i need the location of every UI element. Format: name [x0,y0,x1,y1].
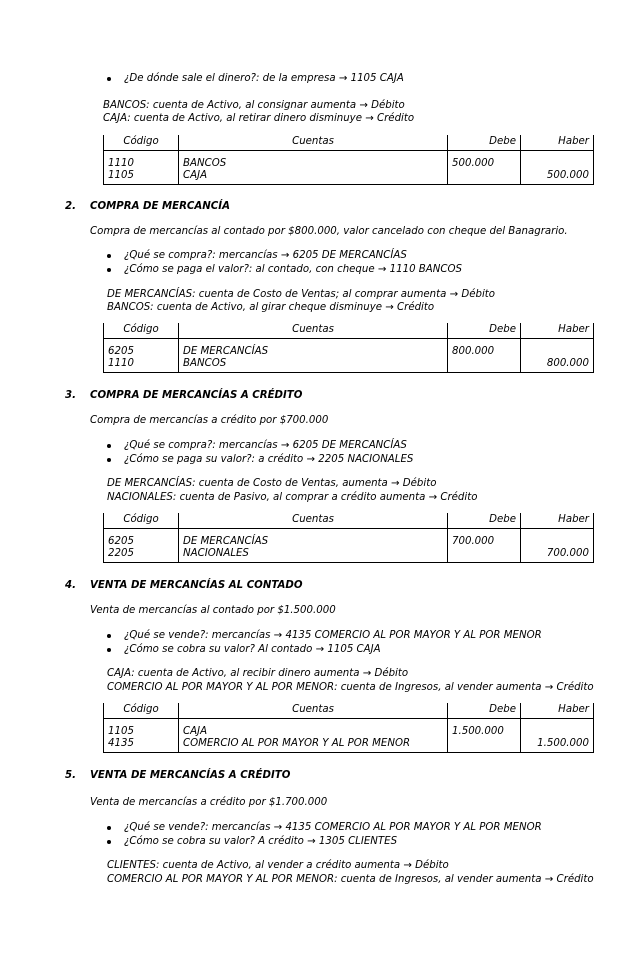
bullet-icon [107,268,111,272]
header-debit: Debe [448,513,521,529]
explanation-line: NACIONALES: cuenta de Pasivo, al comprar a crédito aumenta → Crédito [107,492,478,503]
bullet-icon [107,458,111,462]
list-item: ¿Cómo se cobra su valor? A crédito → 1305 CLIENTES [124,836,397,847]
credit-value: 500.000 [546,170,589,181]
header-account: Cuentas [179,703,448,719]
section-number: 3. [65,390,76,401]
journal-table [103,323,594,373]
section-description: Venta de mercancías al contado por $1.500.000 [90,605,336,616]
bullet-icon [107,648,111,652]
list-item: ¿Cómo se paga su valor?: a crédito → 2205 NACIONALES [124,454,413,465]
journal-table [103,135,594,185]
bullet-icon [107,77,111,81]
table-row [104,339,594,373]
credit-value: 1.500.000 [537,738,589,749]
credit-value: 700.000 [546,548,589,559]
debit-value: 500.000 [452,158,495,169]
section-description: Venta de mercancías a crédito por $1.700.000 [90,797,328,808]
bullet-icon [107,634,111,638]
section-description: Compra de mercancías al contado por $800.000, valor cancelado con cheque del Banagrario. [90,226,568,237]
header-debit: Debe [448,323,521,339]
section-number: 4. [65,580,76,591]
bullet-icon [107,254,111,258]
table-row [104,151,594,185]
account-code: 6205 [108,536,134,547]
header-credit: Haber [521,135,594,151]
list-item: ¿Qué se compra?: mercancías → 6205 DE MERCANCÍAS [124,250,407,261]
account-code: 1110 [108,158,134,169]
section-heading [65,770,291,781]
account-name: DE MERCANCÍAS [183,346,269,357]
table-row [104,529,594,563]
section-description: Compra de mercancías a crédito por $700.000 [90,415,329,426]
explanation-line: CLIENTES: cuenta de Activo, al vender a crédito aumenta → Débito [107,860,449,871]
explanation-line: DE MERCANCÍAS: cuenta de Costo de Ventas; al comprar aumenta → Débito [107,289,496,300]
debit-value: 700.000 [452,536,495,547]
section-title: VENTA DE MERCANCÍAS A CRÉDITO [90,770,291,781]
account-code: 6205 [108,346,134,357]
list-item: ¿De dónde sale el dinero?: de la empresa → 1105 CAJA [124,73,404,84]
table-row [104,719,594,753]
header-credit: Haber [521,513,594,529]
bullet-icon [107,840,111,844]
account-name: NACIONALES [183,548,249,559]
explanation-line: CAJA: cuenta de Activo, al recibir dinero aumenta → Débito [107,668,409,679]
account-code: 4135 [108,738,134,749]
account-name: BANCOS [183,158,227,169]
journal-table [103,513,594,563]
bullet-icon [107,826,111,830]
list-item: ¿Qué se compra?: mercancías → 6205 DE MERCANCÍAS [124,440,407,451]
account-code: 1110 [108,358,134,369]
header-account: Cuentas [179,323,448,339]
header-credit: Haber [521,323,594,339]
header-debit: Debe [448,135,521,151]
explanation-line: CAJA: cuenta de Activo, al retirar dinero disminuye → Crédito [103,113,415,124]
explanation-line: COMERCIO AL POR MAYOR Y AL POR MENOR: cuenta de Ingresos, al vender aumenta → Crédito [107,682,594,693]
section-title: VENTA DE MERCANCÍAS AL CONTADO [90,580,303,591]
account-name: CAJA [183,170,208,181]
section-number: 5. [65,770,76,781]
header-account: Cuentas [179,135,448,151]
section-title: COMPRA DE MERCANCÍA [90,201,230,212]
list-item: ¿Cómo se paga el valor?: al contado, con cheque → 1110 BANCOS [124,264,462,275]
debit-value: 800.000 [452,346,495,357]
header-debit: Debe [448,703,521,719]
header-code: Código [104,323,179,339]
explanation-line: COMERCIO AL POR MAYOR Y AL POR MENOR: cuenta de Ingresos, al vender aumenta → Crédito [107,874,594,885]
account-name: BANCOS [183,358,227,369]
explanation-line: BANCOS: cuenta de Activo, al girar cheque disminuye → Crédito [107,302,435,313]
header-code: Código [104,703,179,719]
list-item: ¿Cómo se cobra su valor? Al contado → 1105 CAJA [124,644,381,655]
account-code: 2205 [108,548,134,559]
header-credit: Haber [521,703,594,719]
section-heading [65,390,303,401]
section-heading [65,201,230,212]
header-account: Cuentas [179,513,448,529]
account-code: 1105 [108,726,134,737]
account-name: DE MERCANCÍAS [183,536,269,547]
section-number: 2. [65,201,76,212]
section-heading [65,580,303,591]
header-code: Código [104,135,179,151]
account-name: COMERCIO AL POR MAYOR Y AL POR MENOR [183,738,411,749]
journal-table [103,703,594,753]
header-code: Código [104,513,179,529]
account-code: 1105 [108,170,134,181]
list-item: ¿Qué se vende?: mercancías → 4135 COMERCIO AL POR MAYOR Y AL POR MENOR [124,822,542,833]
explanation-line: DE MERCANCÍAS: cuenta de Costo de Ventas, aumenta → Débito [107,478,437,489]
list-item: ¿Qué se vende?: mercancías → 4135 COMERCIO AL POR MAYOR Y AL POR MENOR [124,630,542,641]
explanation-line: BANCOS: cuenta de Activo, al consignar aumenta → Débito [103,100,405,111]
credit-value: 800.000 [546,358,589,369]
debit-value: 1.500.000 [452,726,504,737]
bullet-icon [107,444,111,448]
section-title: COMPRA DE MERCANCÍAS A CRÉDITO [90,390,303,401]
account-name: CAJA [183,726,208,737]
